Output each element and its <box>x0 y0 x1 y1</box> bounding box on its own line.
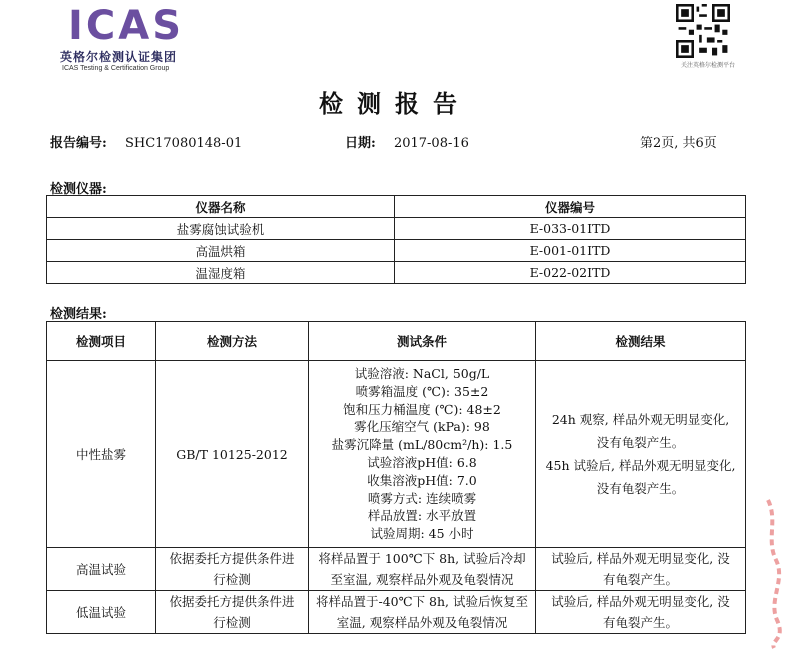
table-cell: 高温烘箱 <box>47 240 395 262</box>
condition-line: 雾化压缩空气 (kPa): 98 <box>354 419 490 435</box>
table-row <box>47 240 746 262</box>
results-section-label: 检测结果: <box>50 307 107 322</box>
table-row <box>47 591 746 634</box>
table-row <box>47 218 746 240</box>
table-row <box>47 361 746 548</box>
table-cell: 温湿度箱 <box>47 262 395 284</box>
qr-caption: 关注英格尔检测平台 <box>680 62 735 69</box>
result-line: 有龟裂产生。 <box>602 572 678 587</box>
qr-code-icon <box>676 4 730 58</box>
table-cell: E-022-02ITD <box>395 262 746 284</box>
condition-line: 喷雾箱温度 (℃): 35±2 <box>355 383 489 399</box>
table-row <box>47 548 746 591</box>
column-header: 检测方法 <box>156 322 309 361</box>
method-line: 行检测 <box>213 572 251 587</box>
condition-line: 将样品置于-40℃下 8h, 试验后恢复至 <box>315 594 529 609</box>
logo-chinese-name: 英格尔检测认证集团 <box>60 50 178 64</box>
table-header-row <box>47 322 746 361</box>
test-result <box>536 548 746 591</box>
table-cell: E-033-01ITD <box>395 218 746 240</box>
logo-english-name: ICAS Testing & Certification Group <box>62 65 170 72</box>
stamp-icon <box>764 490 782 650</box>
table-header-row <box>47 196 746 218</box>
condition-line: 收集溶液pH值: 7.0 <box>367 472 477 488</box>
test-result <box>536 591 746 634</box>
table-row <box>47 262 746 284</box>
condition-line: 样品放置: 水平放置 <box>367 508 477 524</box>
result-line: 有龟裂产生。 <box>602 615 678 630</box>
test-item: 中性盐雾 <box>47 361 156 548</box>
company-logo <box>52 3 202 72</box>
test-conditions <box>309 591 536 634</box>
condition-line: 试验溶液pH值: 6.8 <box>367 455 477 470</box>
result-line: 24h 观察, 样品外观无明显变化, <box>551 412 730 427</box>
column-header: 检测项目 <box>47 322 156 361</box>
report-number-label: 报告编号: <box>50 136 107 151</box>
test-method <box>156 591 309 634</box>
table-cell: E-001-01ITD <box>395 240 746 262</box>
condition-line: 将样品置于 100℃下 8h, 试验后冷却 <box>318 551 526 566</box>
report-date-label: 日期: <box>345 136 376 151</box>
condition-line: 盐雾沉降量 (mL/80cm²/h): 1.5 <box>331 437 513 453</box>
logo-mark: ICAS <box>68 3 185 49</box>
test-method: GB/T 10125-2012 <box>156 361 309 548</box>
result-line: 没有龟裂产生。 <box>596 481 685 496</box>
seal-stamp-mark <box>764 490 782 650</box>
result-line: 试验后, 样品外观无明显变化, 没 <box>551 594 730 609</box>
condition-line: 试验溶液: NaCl, 50g/L <box>354 366 490 382</box>
result-line: 试验后, 样品外观无明显变化, 没 <box>551 551 730 566</box>
result-line: 45h 试验后, 样品外观无明显变化, <box>545 458 736 473</box>
page-number: 第2页, 共6页 <box>640 136 717 151</box>
result-line: 没有龟裂产生。 <box>596 435 685 450</box>
condition-line: 至室温, 观察样品外观及龟裂情况 <box>330 572 514 587</box>
condition-line: 室温, 观察样品外观及龟裂情况 <box>336 615 508 630</box>
condition-line: 试验周期: 45 小时 <box>370 526 474 542</box>
method-line: 依据委托方提供条件进 <box>169 551 295 566</box>
condition-line: 喷雾方式: 连续喷雾 <box>367 490 477 506</box>
test-method <box>156 548 309 591</box>
report-number <box>50 132 242 151</box>
method-line: 依据委托方提供条件进 <box>169 594 295 609</box>
column-header: 检测结果 <box>536 322 746 361</box>
results-table <box>46 321 746 634</box>
test-result <box>536 361 746 548</box>
report-title: 检测报告 <box>319 89 471 118</box>
column-header: 测试条件 <box>309 322 536 361</box>
report-date-value: 2017-08-16 <box>393 136 469 151</box>
column-header: 仪器名称 <box>47 196 395 218</box>
column-header: 仪器编号 <box>395 196 746 218</box>
table-cell: 盐雾腐蚀试验机 <box>47 218 395 240</box>
test-conditions <box>309 361 536 548</box>
method-line: 行检测 <box>213 615 251 630</box>
report-number-value: SHC17080148-01 <box>124 136 243 151</box>
test-item: 高温试验 <box>47 548 156 591</box>
equipment-section-label: 检测仪器: <box>50 182 107 197</box>
condition-line: 饱和压力桶温度 (℃): 48±2 <box>343 401 501 417</box>
equipment-table <box>46 195 746 284</box>
report-date <box>345 132 469 151</box>
test-conditions <box>309 548 536 591</box>
test-item: 低温试验 <box>47 591 156 634</box>
